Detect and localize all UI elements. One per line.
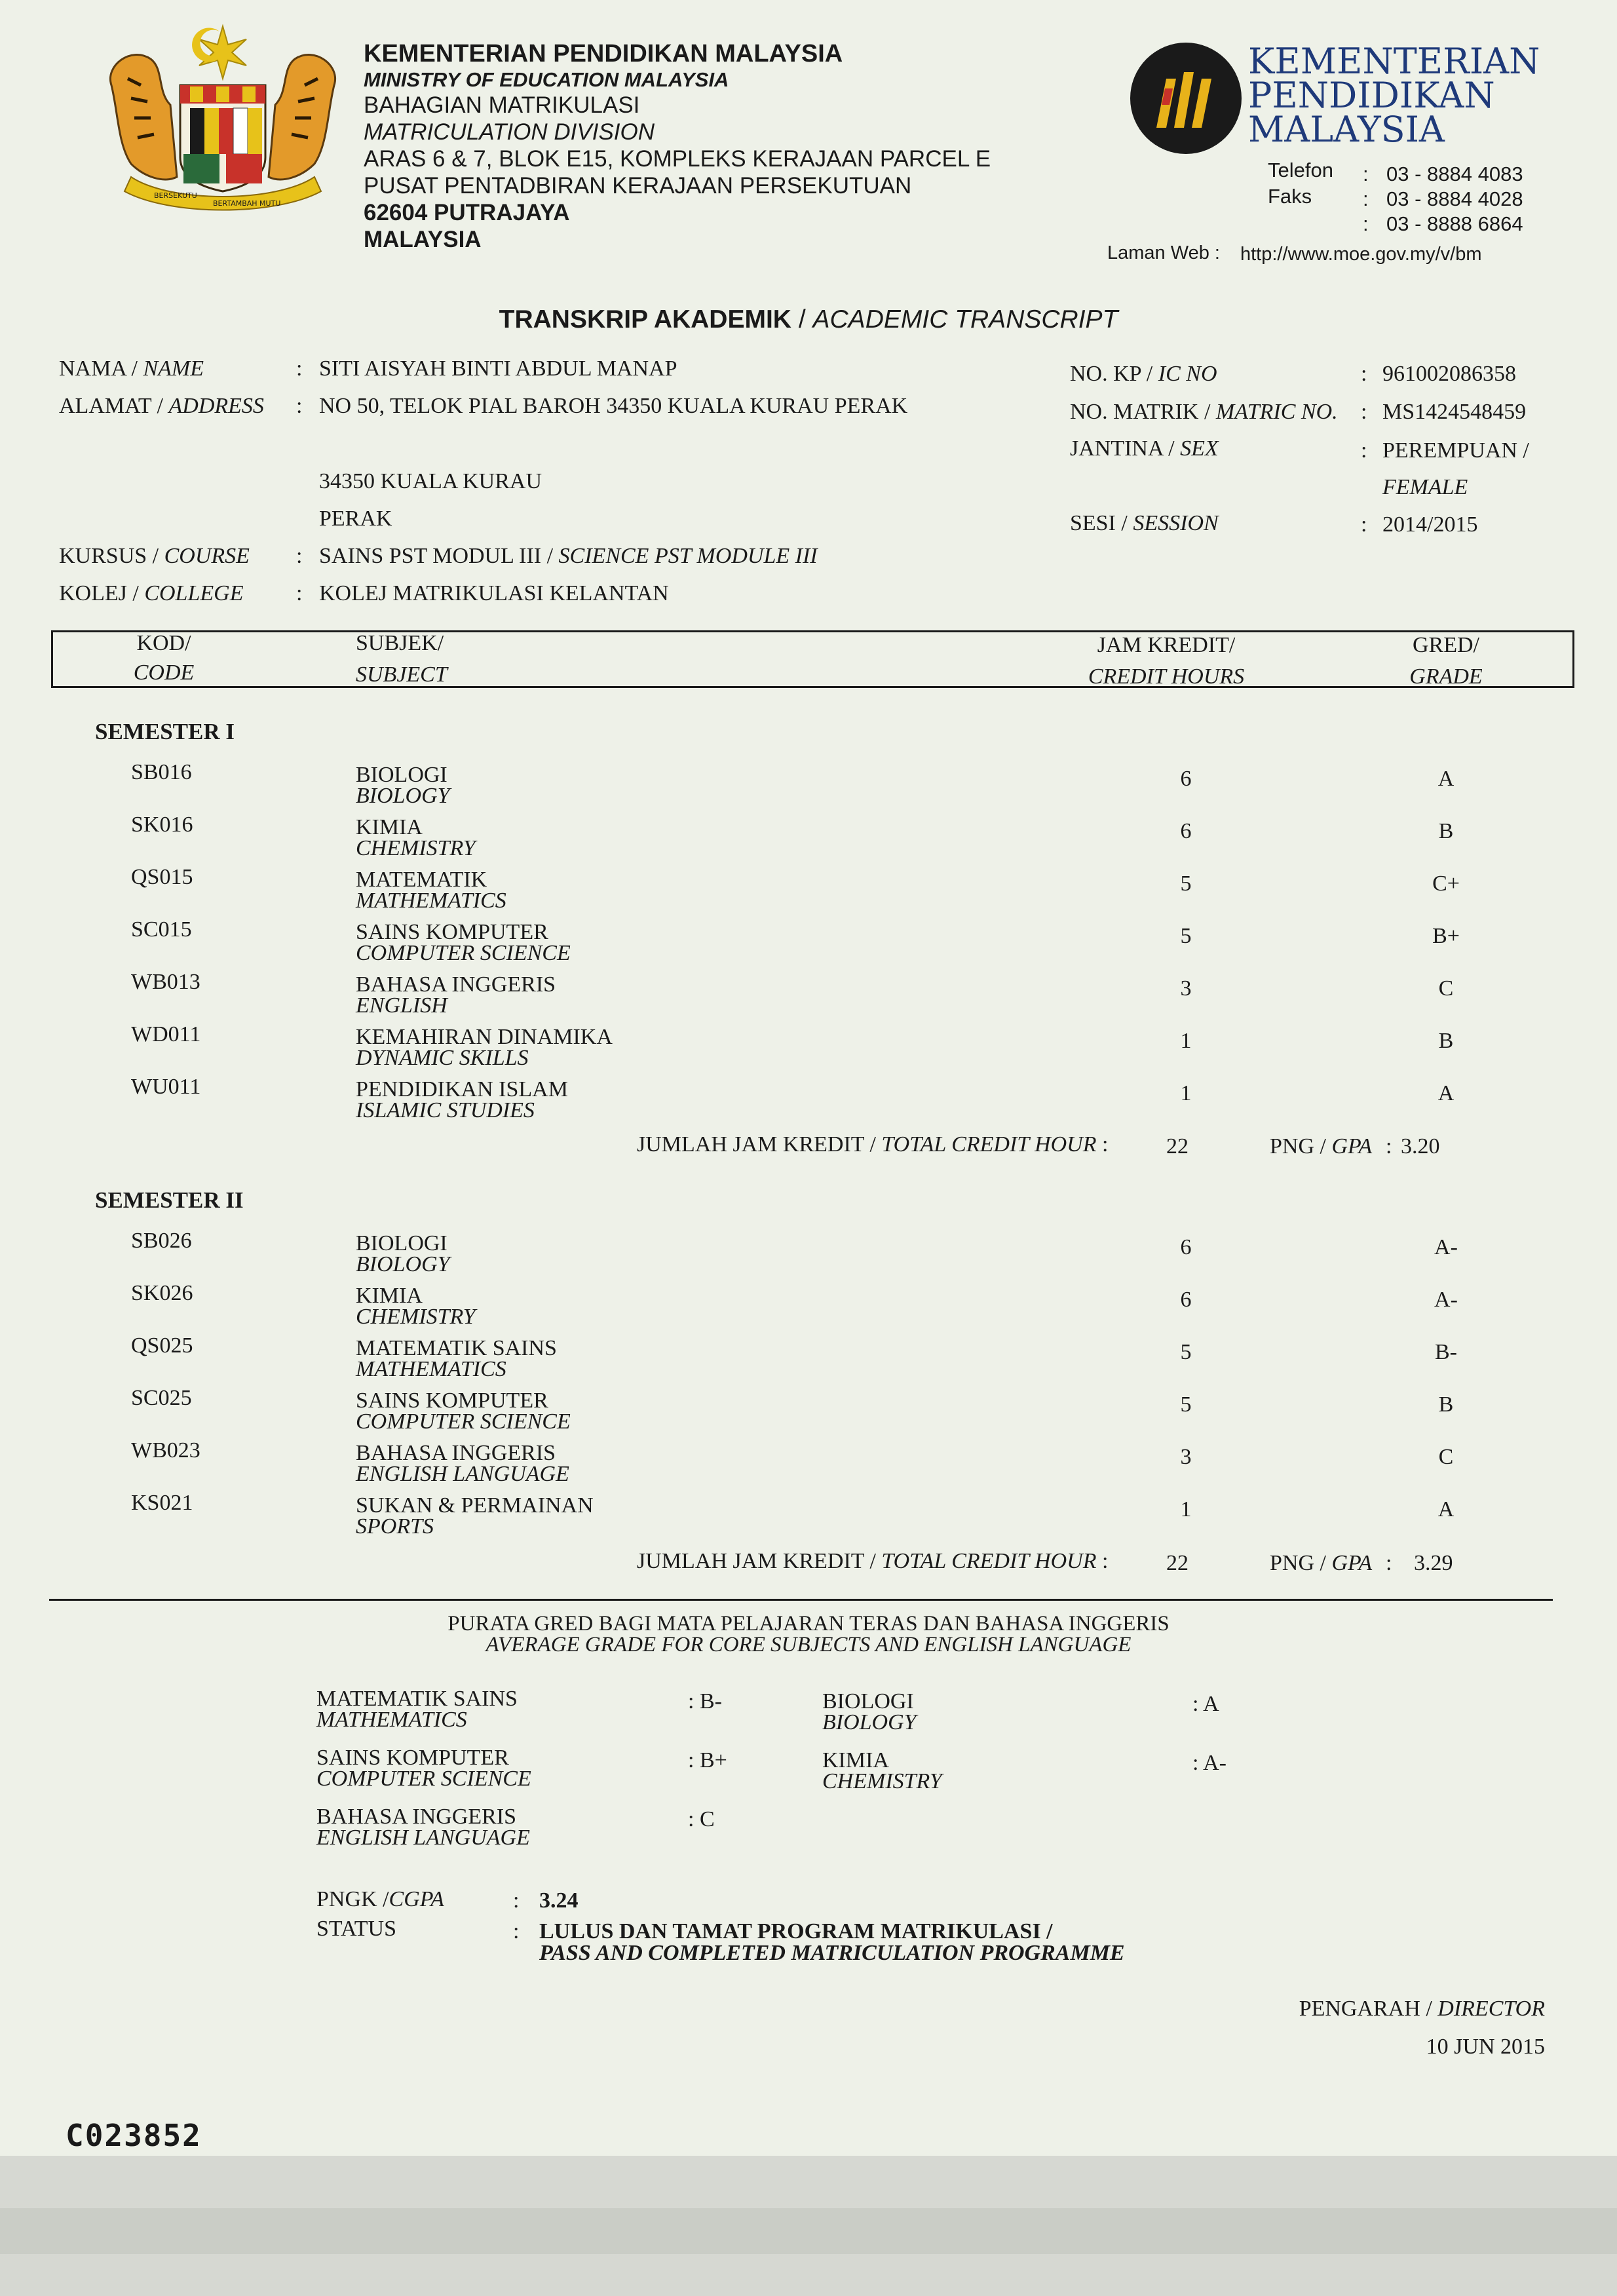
table-row: WD011 xyxy=(131,1022,201,1046)
credit-hours: 6 xyxy=(1180,819,1192,843)
status-value-en: PASS AND COMPLETED MATRICULATION PROGRAMME xyxy=(539,1941,1125,1965)
credit-hours: 1 xyxy=(1180,1029,1192,1053)
grade: A- xyxy=(1434,1235,1458,1259)
grade: A xyxy=(1437,1081,1455,1105)
subject-ms: KEMAHIRAN DINAMIKA xyxy=(356,1025,613,1049)
grade: C xyxy=(1438,976,1454,1001)
semester-2-total-label: JUMLAH JAM KREDIT / TOTAL CREDIT HOUR : xyxy=(637,1549,1109,1573)
director-title: PENGARAH / DIRECTOR xyxy=(1299,1997,1545,2021)
security-band-stripe xyxy=(0,2208,1617,2254)
semester-2-gpa-sep: : xyxy=(1386,1551,1392,1575)
subject-en: BIOLOGY xyxy=(356,784,450,808)
grade: B xyxy=(1438,1029,1454,1053)
address-line-1: ARAS 6 & 7, BLOK E15, KOMPLEKS KERAJAAN PARCEL E xyxy=(364,146,991,172)
kursus-value: SAINS PST MODUL III / SCIENCE PST MODULE III xyxy=(319,544,818,568)
nama-value: SITI AISYAH BINTI ABDUL MANAP xyxy=(319,356,677,381)
core-grade: : B- xyxy=(688,1689,722,1713)
semester-1-label: SEMESTER I xyxy=(95,719,235,744)
title-en: ACADEMIC TRANSCRIPT xyxy=(812,305,1118,334)
core-subject-ms: BIOLOGI xyxy=(822,1689,914,1713)
nama-sep: : xyxy=(296,356,303,381)
jantina-value-en: FEMALE xyxy=(1382,475,1468,499)
core-subject-ms: SAINS KOMPUTER xyxy=(316,1746,509,1770)
semester-1-total-label: JUMLAH JAM KREDIT / TOTAL CREDIT HOUR : xyxy=(637,1132,1109,1157)
col-subjek-en: SUBJECT xyxy=(356,662,447,687)
jantina-sep: : xyxy=(1361,438,1367,463)
table-row: SK016 xyxy=(131,813,193,837)
semester-1-gpa-sep: : xyxy=(1386,1134,1392,1158)
semester-2-label: SEMESTER II xyxy=(95,1187,244,1213)
kursus-label: KURSUS / COURSE xyxy=(59,544,250,568)
credit-hours: 6 xyxy=(1180,767,1192,791)
title-sep: / xyxy=(791,305,813,334)
core-subject-ms: BAHASA INGGERIS xyxy=(316,1805,517,1829)
ministry-name: KEMENTERIAN PENDIDIKAN MALAYSIA xyxy=(364,40,843,67)
coat-of-arms-ribbon-right: BERTAMBAH MUTU xyxy=(213,199,281,208)
semester-1-gpa-value: 3.20 xyxy=(1401,1134,1440,1158)
grade: B- xyxy=(1435,1340,1457,1364)
subject-ms: KIMIA xyxy=(356,1284,423,1308)
issue-date: 10 JUN 2015 xyxy=(1426,2035,1545,2059)
address-line-2: PUSAT PENTADBIRAN KERAJAAN PERSEKUTUAN xyxy=(364,173,912,199)
table-row: WB023 xyxy=(131,1438,200,1463)
matrik-value: MS1424548459 xyxy=(1382,400,1527,424)
semester-2-total-value: 22 xyxy=(1166,1551,1189,1575)
subject-ms: SUKAN & PERMAINAN xyxy=(356,1493,594,1518)
logo-line-2: PENDIDIKAN xyxy=(1248,75,1495,116)
core-subject-en: CHEMISTRY xyxy=(822,1769,942,1793)
subject-en: ENGLISH LANGUAGE xyxy=(356,1462,569,1486)
table-row: SB026 xyxy=(131,1229,192,1253)
subject-ms: KIMIA xyxy=(356,815,423,839)
subject-en: MATHEMATICS xyxy=(356,889,506,913)
credit-hours: 5 xyxy=(1180,1340,1192,1364)
table-row: SB016 xyxy=(131,760,192,784)
table-row: KS021 xyxy=(131,1491,193,1515)
coat-of-arms-ribbon-left: BERSEKUTU xyxy=(154,191,197,200)
col-gred: GRED/ xyxy=(1413,633,1479,657)
ministry-logo-text xyxy=(1248,41,1540,150)
ic-sep: : xyxy=(1361,362,1367,386)
subject-ms: PENDIDIKAN ISLAM xyxy=(356,1077,568,1101)
subject-en: COMPUTER SCIENCE xyxy=(356,1409,571,1434)
subject-en: CHEMISTRY xyxy=(356,836,476,860)
kursus-sep: : xyxy=(296,544,303,568)
kolej-value: KOLEJ MATRIKULASI KELANTAN xyxy=(319,581,669,605)
subject-en: CHEMISTRY xyxy=(356,1305,476,1329)
faks-sep-1: : xyxy=(1363,187,1369,210)
ministry-address-block xyxy=(364,39,991,253)
table-row: WU011 xyxy=(131,1075,201,1099)
core-grade: : C xyxy=(688,1807,715,1831)
core-subject-en: MATHEMATICS xyxy=(316,1708,467,1732)
col-gred-en: GRADE xyxy=(1409,664,1483,689)
subject-en: MATHEMATICS xyxy=(356,1357,506,1381)
core-avg-title: PURATA GRED BAGI MATA PELAJARAN TERAS DAN BAHASA INGGERIS xyxy=(447,1612,1170,1636)
credit-hours: 5 xyxy=(1180,1392,1192,1417)
core-subject-en: BIOLOGY xyxy=(822,1710,917,1734)
semester-1-gpa-label: PNG / GPA xyxy=(1270,1134,1373,1158)
coat-of-arms-icon xyxy=(92,20,354,216)
logo-line-3: MALAYSIA xyxy=(1248,109,1445,150)
core-grade: : A xyxy=(1192,1692,1219,1716)
col-kod-en: CODE xyxy=(133,660,195,685)
credit-hours: 5 xyxy=(1180,871,1192,896)
table-row: SC025 xyxy=(131,1386,192,1410)
address-country: MALAYSIA xyxy=(364,227,482,252)
semester-2-gpa-label: PNG / GPA xyxy=(1270,1551,1373,1575)
alamat-label: ALAMAT / ADDRESS xyxy=(59,394,264,418)
core-subject-ms: MATEMATIK SAINS xyxy=(316,1687,518,1711)
grade: B+ xyxy=(1432,924,1460,948)
subject-en: DYNAMIC SKILLS xyxy=(356,1046,529,1070)
semester-1-total-value: 22 xyxy=(1166,1134,1189,1158)
faks-label: Faks xyxy=(1268,185,1312,208)
credit-hours: 6 xyxy=(1180,1235,1192,1259)
credit-hours: 1 xyxy=(1180,1081,1192,1105)
alamat-line-3: PERAK xyxy=(319,507,392,531)
document-title xyxy=(0,305,1617,334)
core-grade: : A- xyxy=(1192,1751,1227,1775)
logo-line-1: KEMENTERIAN xyxy=(1248,41,1540,82)
subject-en: SPORTS xyxy=(356,1514,434,1539)
address-postcode: 62604 PUTRAJAYA xyxy=(364,200,570,225)
core-subject-en: ENGLISH LANGUAGE xyxy=(316,1826,530,1850)
sesi-sep: : xyxy=(1361,512,1367,537)
ministry-name-en: MINISTRY OF EDUCATION MALAYSIA xyxy=(364,68,729,91)
subject-en: COMPUTER SCIENCE xyxy=(356,941,571,965)
cgpa-label: PNGK /CGPA xyxy=(316,1887,444,1911)
subject-ms: BIOLOGI xyxy=(356,763,447,787)
credit-hours: 5 xyxy=(1180,924,1192,948)
telefon-label: Telefon xyxy=(1268,159,1333,182)
subject-ms: MATEMATIK SAINS xyxy=(356,1336,557,1360)
credit-hours: 1 xyxy=(1180,1497,1192,1521)
web-link[interactable]: http://www.moe.gov.my/v/bm xyxy=(1240,244,1482,265)
col-jam-en: CREDIT HOURS xyxy=(1088,664,1245,689)
ic-value: 961002086358 xyxy=(1382,362,1516,386)
faks-value-1: 03 - 8884 4028 xyxy=(1386,187,1523,210)
subject-ms: BIOLOGI xyxy=(356,1231,447,1255)
grade: C xyxy=(1438,1445,1454,1469)
grade: A xyxy=(1437,767,1455,791)
title-main: TRANSKRIP AKADEMIK xyxy=(499,305,791,334)
sesi-label: SESI / SESSION xyxy=(1070,511,1219,535)
faks-sep-2: : xyxy=(1363,212,1369,235)
table-header-box xyxy=(51,630,1574,688)
jantina-value: PEREMPUAN / xyxy=(1382,438,1529,463)
telefon-value: 03 - 8884 4083 xyxy=(1386,163,1523,185)
grade: A xyxy=(1437,1497,1455,1521)
cgpa-sep: : xyxy=(513,1888,520,1913)
matrik-sep: : xyxy=(1361,400,1367,424)
alamat-line-1: NO 50, TELOK PIAL BAROH 34350 KUALA KURAU PERAK xyxy=(319,394,908,418)
division-name: BAHAGIAN MATRIKULASI xyxy=(364,92,640,118)
grade: B xyxy=(1438,819,1454,843)
subject-en: BIOLOGY xyxy=(356,1252,450,1276)
subject-ms: MATEMATIK xyxy=(356,868,487,892)
core-avg-title-en: AVERAGE GRADE FOR CORE SUBJECTS AND ENGLISH LANGUAGE xyxy=(485,1633,1132,1656)
faks-value-2: 03 - 8888 6864 xyxy=(1386,212,1523,235)
subject-en: ISLAMIC STUDIES xyxy=(356,1098,535,1122)
table-row: WB013 xyxy=(131,970,200,994)
web-label: Laman Web : xyxy=(1107,242,1220,263)
grade: C+ xyxy=(1432,871,1460,896)
section-divider xyxy=(49,1599,1553,1601)
core-subject-ms: KIMIA xyxy=(822,1748,889,1772)
sesi-value: 2014/2015 xyxy=(1382,512,1478,537)
col-subjek: SUBJEK/ xyxy=(356,631,444,655)
ministry-logo-icon xyxy=(1127,39,1245,157)
subject-ms: BAHASA INGGERIS xyxy=(356,972,556,997)
alamat-sep: : xyxy=(296,394,303,418)
telefon-sep: : xyxy=(1363,163,1369,185)
grade: A- xyxy=(1434,1288,1458,1312)
subject-ms: SAINS KOMPUTER xyxy=(356,920,548,944)
kolej-label: KOLEJ / COLLEGE xyxy=(59,581,244,605)
core-grade: : B+ xyxy=(688,1748,727,1772)
table-row: QS025 xyxy=(131,1333,193,1358)
serial-number: C023852 xyxy=(66,2118,202,2153)
subject-en: ENGLISH xyxy=(356,993,447,1018)
kolej-sep: : xyxy=(296,581,303,605)
credit-hours: 3 xyxy=(1180,976,1192,1001)
semester-2-gpa-value: 3.29 xyxy=(1414,1551,1453,1575)
table-row: SK026 xyxy=(131,1281,193,1305)
ic-label: NO. KP / IC NO xyxy=(1070,362,1217,386)
col-jam: JAM KREDIT/ xyxy=(1097,633,1236,657)
table-row: SC015 xyxy=(131,917,192,942)
division-name-en: MATRICULATION DIVISION xyxy=(364,119,655,145)
table-row: QS015 xyxy=(131,865,193,889)
core-subject-en: COMPUTER SCIENCE xyxy=(316,1767,531,1791)
subject-ms: BAHASA INGGERIS xyxy=(356,1441,556,1465)
nama-label: NAMA / NAME xyxy=(59,356,204,381)
jantina-label: JANTINA / SEX xyxy=(1070,436,1219,461)
subject-ms: SAINS KOMPUTER xyxy=(356,1388,548,1413)
cgpa-value: 3.24 xyxy=(539,1888,579,1913)
status-sep: : xyxy=(513,1919,520,1943)
grade: B xyxy=(1438,1392,1454,1417)
status-value: LULUS DAN TAMAT PROGRAM MATRIKULASI / xyxy=(539,1919,1053,1943)
alamat-line-2: 34350 KUALA KURAU xyxy=(319,469,542,493)
matrik-label: NO. MATRIK / MATRIC NO. xyxy=(1070,400,1338,424)
status-label: STATUS xyxy=(316,1917,396,1941)
credit-hours: 6 xyxy=(1180,1288,1192,1312)
credit-hours: 3 xyxy=(1180,1445,1192,1469)
col-kod: KOD/ xyxy=(136,631,191,655)
